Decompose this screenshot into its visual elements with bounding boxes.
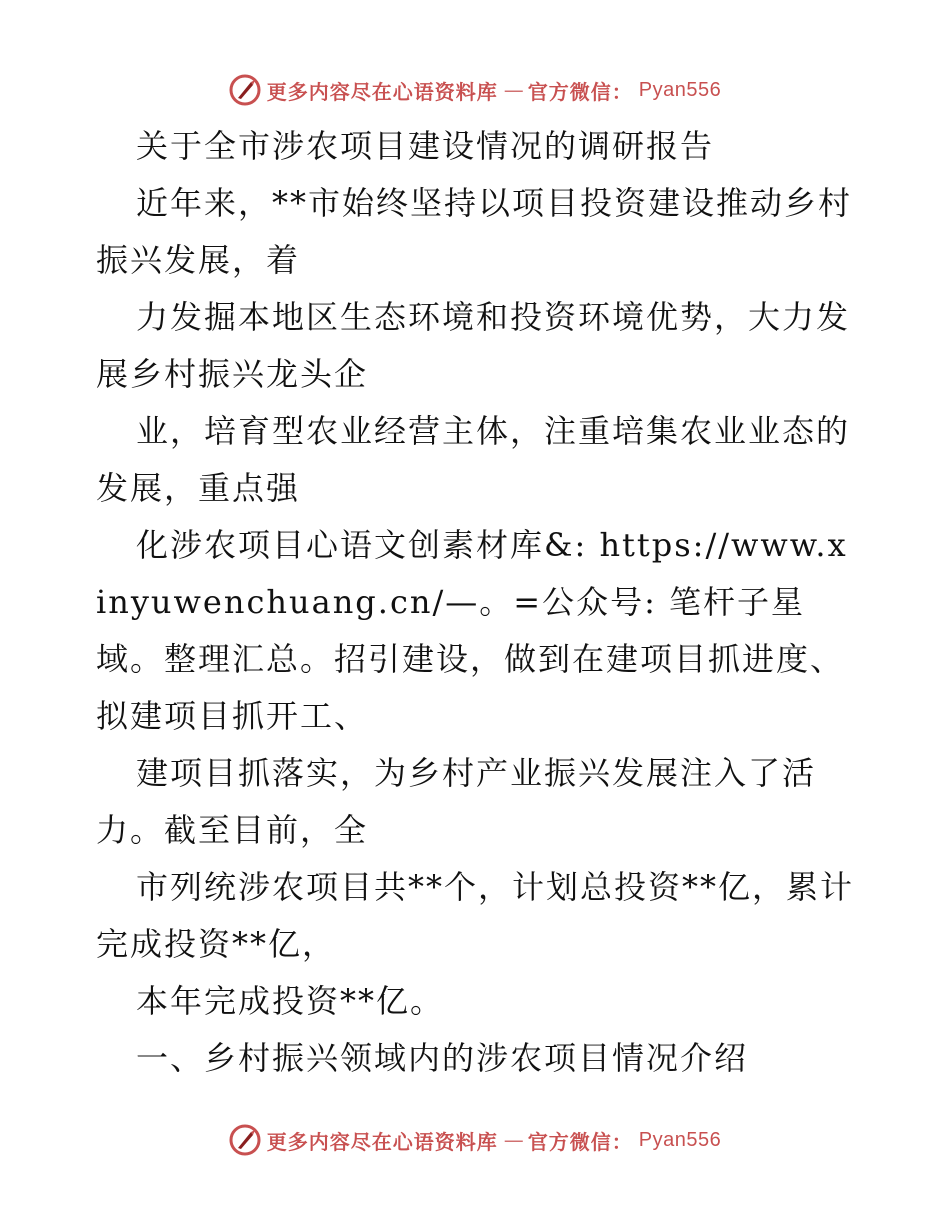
header-watermark-banner bbox=[0, 74, 950, 106]
paragraph: 化涉农项目心语文创素材库&: https://www.xinyuwenchuang.cn/—。=公众号: 笔杆子星域。整理汇总。招引建设，做到在建项目抓进度、拟建项目抓开工、 bbox=[96, 526, 848, 735]
paragraph: 近年来，**市始终坚持以项目投资建设推动乡村振兴发展，着 bbox=[96, 184, 853, 279]
footer-watermark-banner bbox=[0, 1124, 950, 1156]
section-heading: 一、乡村振兴领域内的涉农项目情况介绍 bbox=[136, 1039, 749, 1077]
paragraph: 力发掘本地区生态环境和投资环境优势，大力发展乡村振兴龙头企 bbox=[96, 298, 851, 393]
paragraph: 市列统涉农项目共**个，计划总投资**亿，累计完成投资**亿， bbox=[96, 868, 855, 963]
watermark-brand-text: 更多内容尽在心语资料库 bbox=[266, 79, 498, 104]
watermark-separator: — bbox=[503, 1128, 522, 1152]
watermark-brand-text: 更多内容尽在心语资料库 bbox=[266, 1129, 498, 1154]
paragraph: 建项目抓落实，为乡村产业振兴发展注入了活力。截至目前，全 bbox=[96, 754, 817, 849]
watermark-wechat-id: Pyan556 bbox=[638, 78, 722, 101]
quill-logo-icon bbox=[229, 74, 261, 106]
watermark-wechat-id: Pyan556 bbox=[638, 1128, 722, 1151]
quill-logo-icon bbox=[229, 1124, 261, 1156]
watermark-wechat-label: 官方微信： bbox=[527, 1129, 633, 1154]
watermark-separator: — bbox=[503, 78, 522, 102]
watermark-wechat-label: 官方微信： bbox=[527, 79, 633, 104]
paragraph: 业，培育型农业经营主体，注重培集农业业态的发展，重点强 bbox=[96, 412, 851, 507]
document-title: 关于全市涉农项目建设情况的调研报告 bbox=[136, 127, 715, 165]
paragraph: 本年完成投资**亿。 bbox=[136, 982, 445, 1020]
document-body bbox=[96, 118, 856, 1087]
